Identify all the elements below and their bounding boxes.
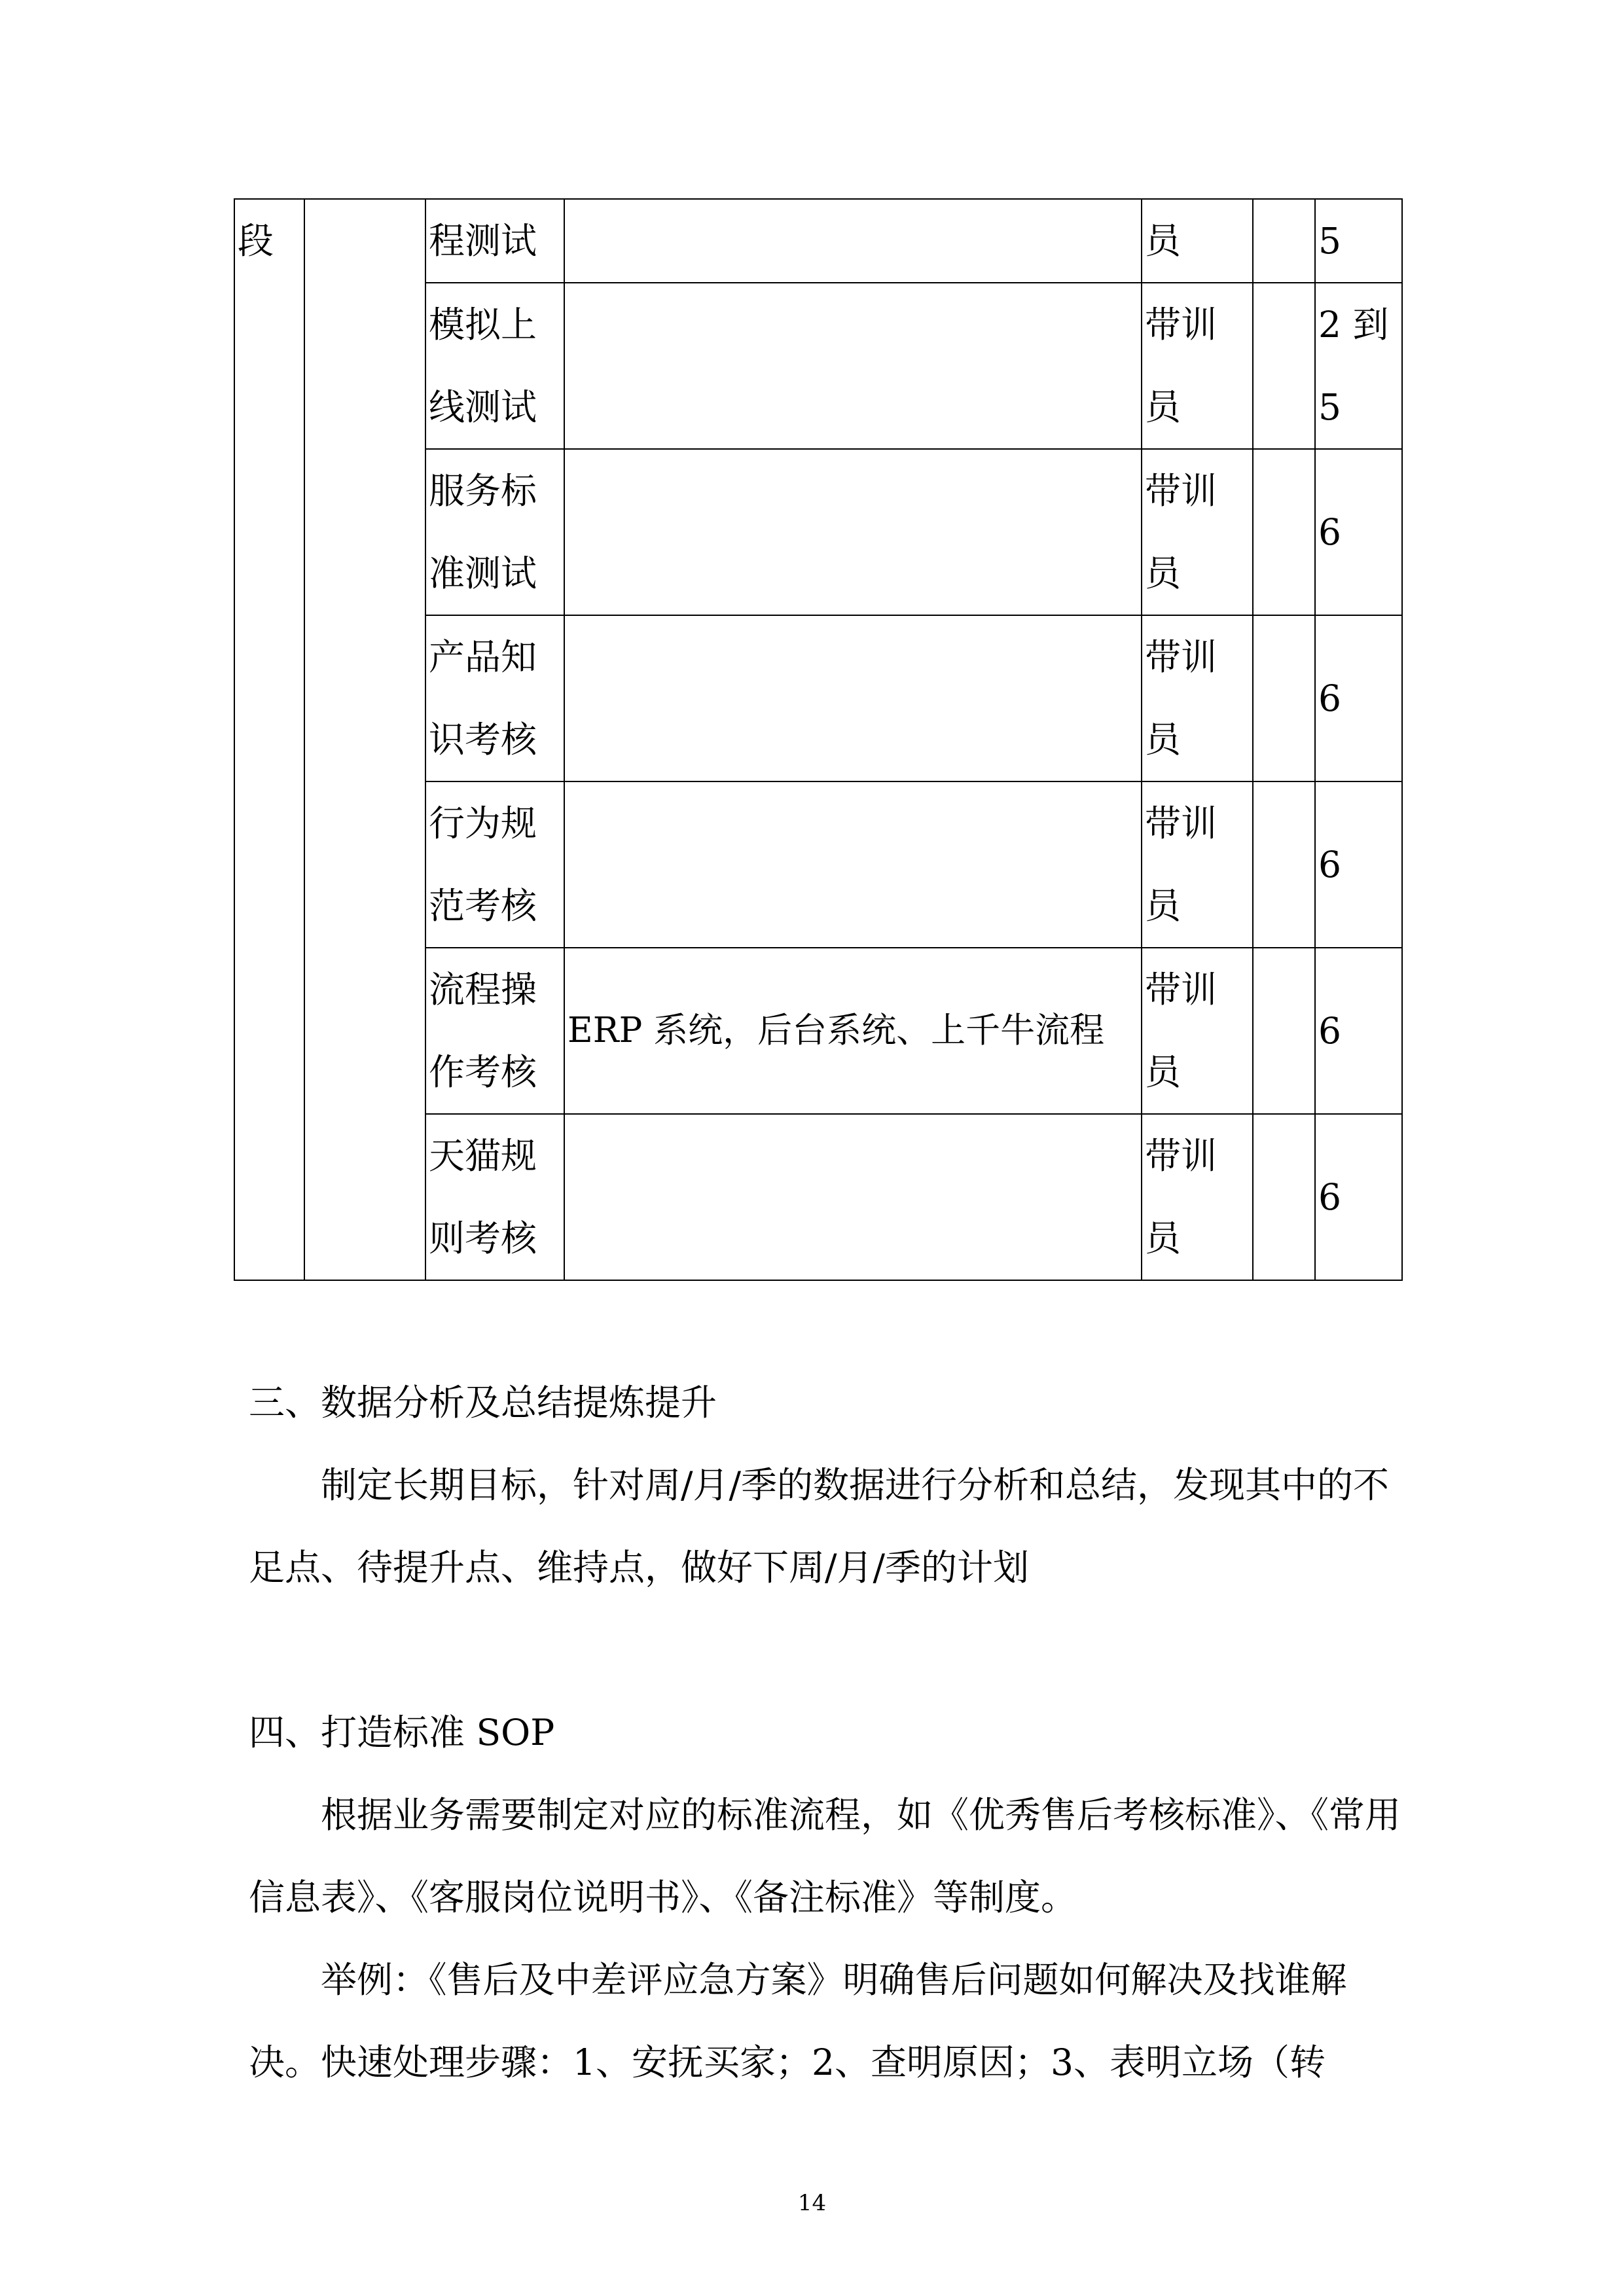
item-cell: 天猫规则考核 (425, 1114, 564, 1280)
responsible-cell: 带训员 (1142, 449, 1253, 615)
week-cell: 6 (1315, 449, 1402, 615)
item-cell: 行为规范考核 (425, 781, 564, 948)
item-cell: 服务标准测试 (425, 449, 564, 615)
week-cell: 6 (1315, 948, 1402, 1114)
blank-cell (1253, 1114, 1315, 1280)
item-cell: 流程操作考核 (425, 948, 564, 1114)
training-schedule-table (234, 198, 1403, 1281)
blank-cell (1253, 449, 1315, 615)
week-cell: 6 (1315, 1114, 1402, 1280)
responsible-cell: 带训员 (1142, 781, 1253, 948)
responsible-cell: 带训员 (1142, 615, 1253, 781)
week-cell: 5 (1315, 199, 1402, 283)
section-3-paragraph: 制定长期目标，针对周/月/季的数据进行分析和总结，发现其中的不足点、待提升点、维持点，做好下周/月/季的计划 (249, 1464, 1390, 1588)
content-cell (564, 199, 1142, 283)
blank-cell (1253, 615, 1315, 781)
section-4-paragraph-2: 举例：《售后及中差评应急方案》明确售后问题如何解决及找谁解决。快速处理步骤：1、安抚买家；2、查明原因；3、表明立场（转 (249, 1959, 1347, 2083)
responsible-cell: 带训员 (1142, 1114, 1253, 1280)
responsible-cell: 带训员 (1142, 948, 1253, 1114)
responsible-cell: 带训员 (1142, 283, 1253, 449)
content-cell (564, 283, 1142, 449)
content-cell: ERP 系统，后台系统、上千牛流程 (564, 948, 1142, 1114)
blank-cell (1253, 199, 1315, 283)
content-cell (564, 615, 1142, 781)
section-4-heading: 四、打造标准 SOP (249, 1712, 555, 1753)
week-cell: 2 到 5 (1315, 283, 1402, 449)
content-cell (564, 449, 1142, 615)
item-cell: 程测试 (425, 199, 564, 283)
content-cell (564, 781, 1142, 948)
table-row (234, 199, 1402, 283)
section-4-paragraph-1: 根据业务需要制定对应的标准流程，如《优秀售后考核标准》、《常用信息表》、《客服岗位说明书》、《备注标准》等制度。 (249, 1794, 1401, 1918)
item-cell: 模拟上线测试 (425, 283, 564, 449)
section-3-heading: 三、数据分析及总结提炼提升 (249, 1382, 717, 1424)
content-cell (564, 1114, 1142, 1280)
blank-cell (1253, 781, 1315, 948)
blank-cell (1253, 948, 1315, 1114)
responsible-cell: 员 (1142, 199, 1253, 283)
blank-cell (1253, 283, 1315, 449)
week-cell: 6 (1315, 781, 1402, 948)
week-cell: 6 (1315, 615, 1402, 781)
item-cell: 产品知识考核 (425, 615, 564, 781)
page-number: 14 (797, 2190, 827, 2216)
stage-cell: 段 (234, 199, 304, 1280)
blank-cell (304, 199, 425, 1280)
